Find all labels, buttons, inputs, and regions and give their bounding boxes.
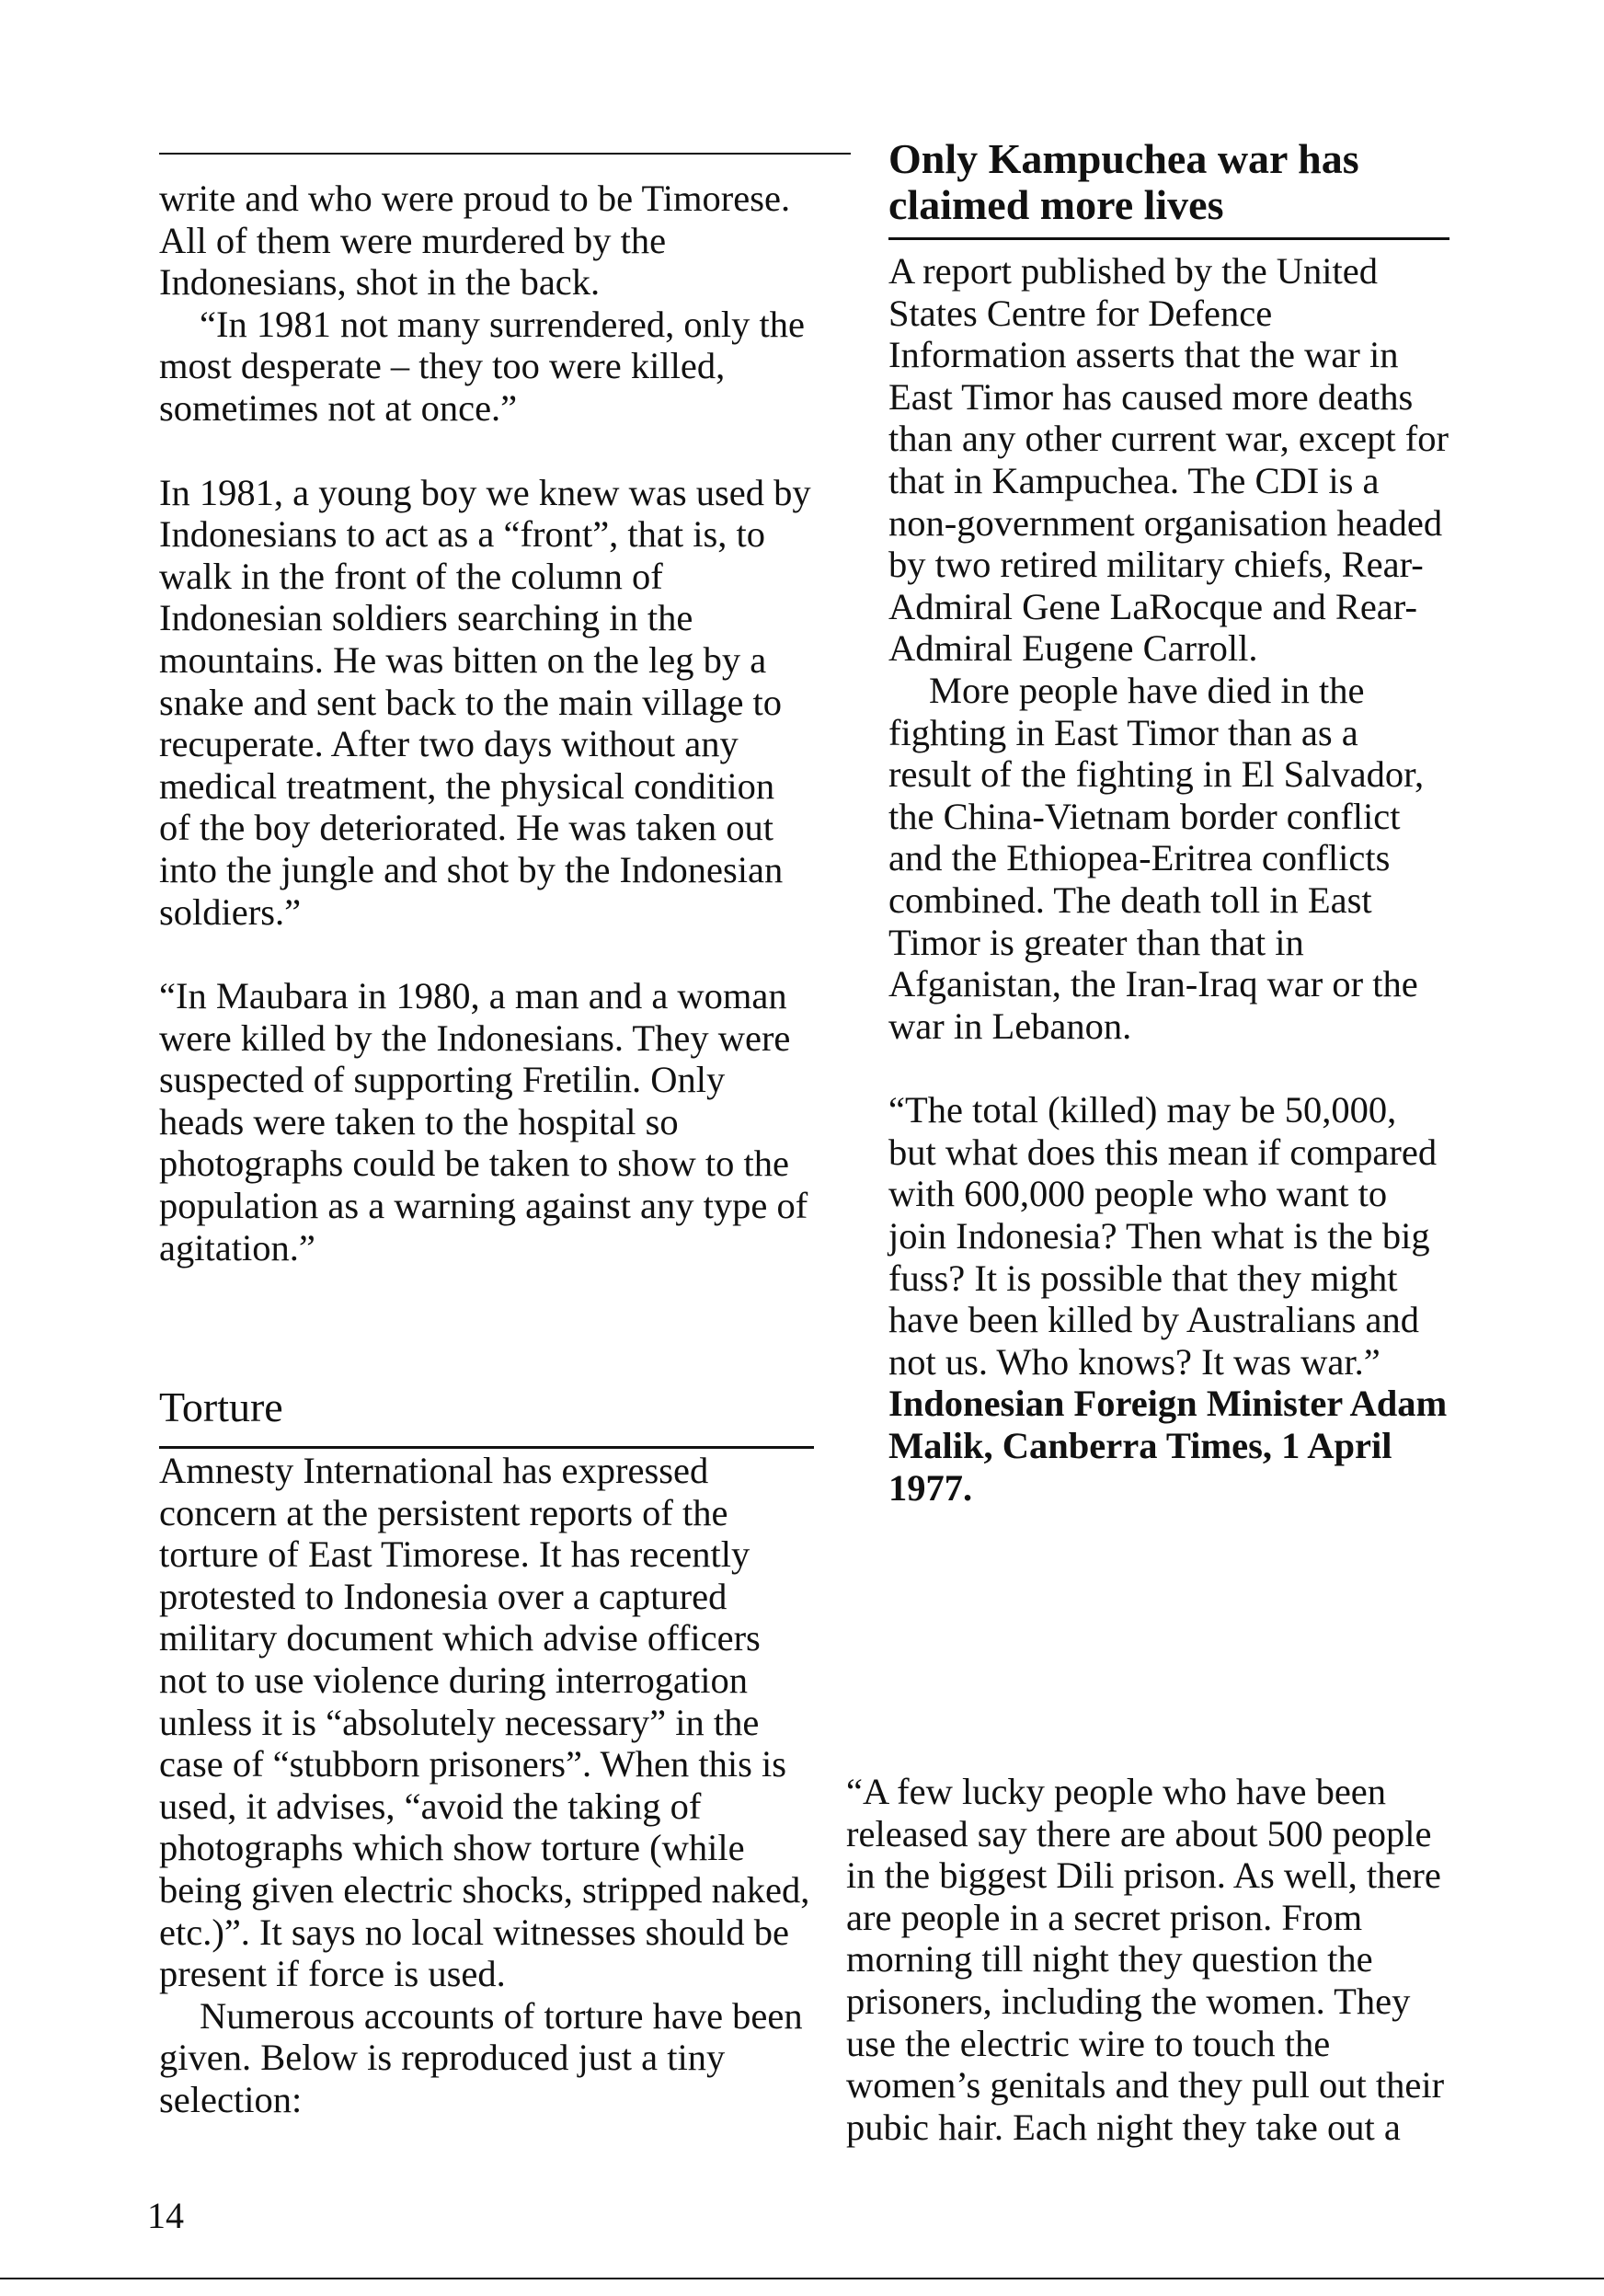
page-number: 14 [147, 2195, 184, 2236]
right-bottom-paragraph-1: “A few lucky people who have been released say there are about 500 people in the biggest Dili prison. As well, there are people in a secret prison. From morning till night they question the prisoners, including the women. They use the electric wire to touch the women’s genitals and they pull out their pubic hair. Each night they take out a [846, 1771, 1445, 2148]
bottom-rule [0, 2278, 1604, 2279]
torture-rule [159, 1446, 814, 1449]
sidebar-body [888, 250, 1449, 1509]
left-paragraph-1: write and who were proud to be Timorese. All of them were murdered by the Indonesians, shot in the back. [159, 178, 791, 304]
sidebar-heading: Only Kampuchea war has claimed more lives [888, 135, 1359, 228]
sidebar-rule [888, 237, 1449, 240]
left-paragraph-3: In 1981, a young boy we knew was used by Indonesians to act as a “front”, that is, to walk in the front of the column of Indonesian soldiers searching in the mountains. He was bitten on the leg by a snake and sent back to the main village to recuperate. After two days without any medical treatment, the physical condition of the boy deteriorated. He was taken out into the jungle and shot by the Indonesian soldiers.” [159, 471, 811, 933]
sidebar-paragraph-2: More people have died in the fighting in East Timor than as a result of the fighting in El Salvador, the China-Vietnam border conflict and the Ethiopea-Eritrea conflicts combined. The death toll in East Timor is greater than that in Afganistan, the Iran-Iraq war or the war in Lebanon. [888, 669, 1425, 1047]
sidebar-quote: “The total (killed) may be 50,000, but what does this mean if compared with 600,000 people who want to join Indonesia? Then what is the big fuss? It is possible that they might have been killed by Australians and not us. Who knows? It was war.” [888, 1089, 1438, 1383]
left-paragraph-2: “In 1981 not many surrendered, only the most desperate – they too were killed, sometimes not at once.” [159, 303, 805, 429]
torture-body [159, 1450, 814, 2121]
sidebar-attribution: Indonesian Foreign Minister Adam Malik, Canberra Times, 1 April 1977. [888, 1383, 1448, 1509]
torture-heading: Torture [159, 1383, 283, 1430]
top-rule [159, 153, 851, 155]
torture-paragraph-1: Amnesty International has expressed concern at the persistent reports of the torture of East Timorese. It has recently protested to Indonesia over a captured military document which advise officers not to use violence during interrogation unless it is “absolutely necessary” in the case of “stubborn prisoners”. When this is used, it advises, “avoid the taking of photographs which show torture (while being given electric shocks, stripped naked, etc.)”. It says no local witnesses should be present if force is used. [159, 1450, 810, 1995]
sidebar-paragraph-1: A report published by the United States Centre for Defence Information asserts that the war in East Timor has caused more deaths than any other current war, except for that in Kampuchea. The CDI is a non-government organisation headed by two retired military chiefs, Rear-Admiral Gene LaRocque and Rear-Admiral Eugene Carroll. [888, 250, 1449, 670]
left-paragraph-4: “In Maubara in 1980, a man and a woman were killed by the Indonesians. They were suspected of supporting Fretilin. Only heads were taken to the hospital so photographs could be taken to show to the population as a warning against any type of agitation.” [159, 975, 808, 1269]
right-bottom-column [846, 1771, 1455, 2148]
left-column [159, 178, 814, 1269]
torture-paragraph-2: Numerous accounts of torture have been given. Below is reproduced just a tiny selection: [159, 1994, 803, 2120]
